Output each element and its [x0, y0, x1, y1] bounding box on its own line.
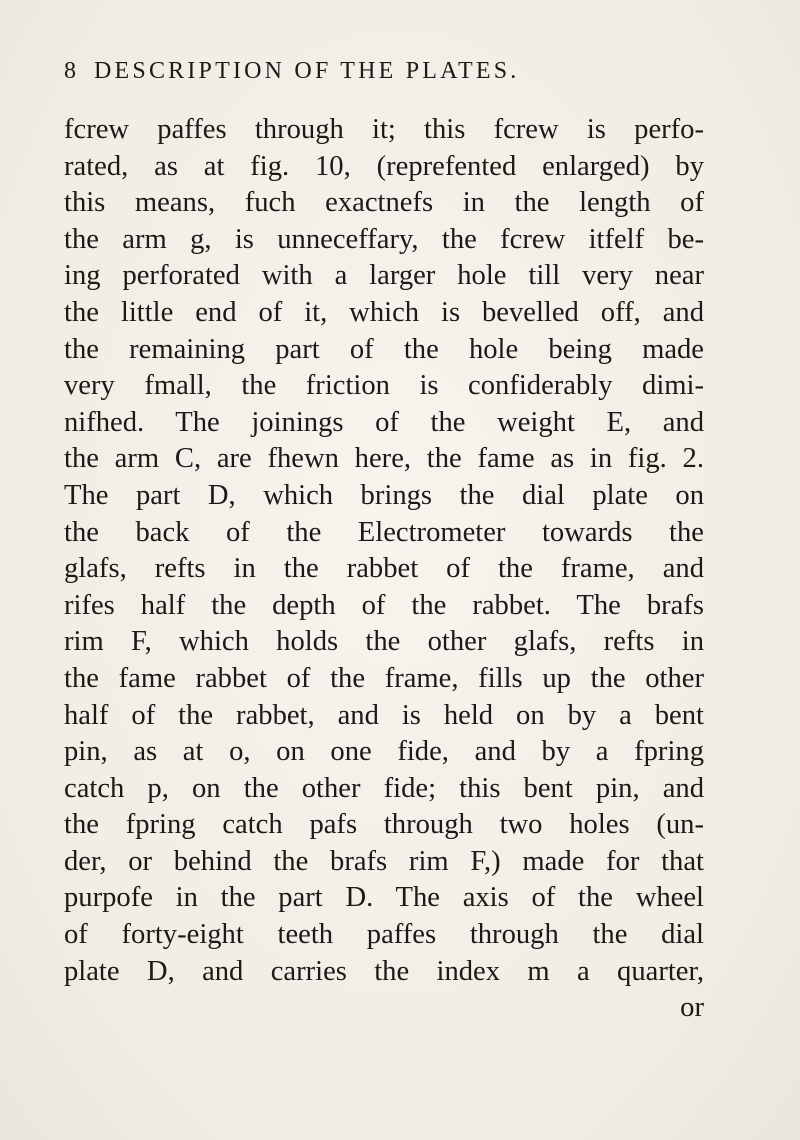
- text-line: ing perforated with a larger hole till very near: [64, 260, 704, 292]
- text-line: The part D, which brings the dial plate on: [64, 479, 704, 511]
- text-line: glafs, refts in the rabbet of the frame, and: [64, 553, 704, 585]
- text-line: the arm C, are fhewn here, the fame as in fig. 2.: [64, 443, 704, 475]
- catchword: or: [680, 992, 704, 1024]
- text-line: nifhed. The joinings of the weight E, and: [64, 406, 704, 438]
- running-header: [64, 58, 664, 85]
- text-line: rim F, which holds the other glafs, refts in: [64, 626, 704, 658]
- text-line: the little end of it, which is bevelled off, and: [64, 296, 704, 328]
- text-line: der, or behind the brafs rim F,) made for that: [64, 845, 704, 877]
- text-line: the fpring catch pafs through two holes (un-: [64, 809, 704, 841]
- text-line: plate D, and carries the index m a quarter,: [64, 955, 704, 987]
- text-line: rated, as at fig. 10, (reprefented enlarged) by: [64, 150, 704, 182]
- text-line: very fmall, the friction is confiderably dimi-: [64, 370, 704, 402]
- running-title: DESCRIPTION OF THE PLATES.: [94, 58, 520, 84]
- text-line: pin, as at o, on one fide, and by a fpring: [64, 736, 704, 768]
- text-line: the remaining part of the hole being made: [64, 333, 704, 365]
- text-line: the arm g, is unneceffary, the fcrew itfelf be-: [64, 223, 704, 255]
- text-line: fcrew paffes through it; this fcrew is perfo-: [64, 114, 704, 145]
- text-line: catch p, on the other fide; this bent pin, and: [64, 772, 704, 804]
- text-line: rifes half the depth of the rabbet. The brafs: [64, 589, 704, 621]
- body-text: [64, 112, 704, 1027]
- text-line: the fame rabbet of the frame, fills up the other: [64, 662, 704, 694]
- text-line: half of the rabbet, and is held on by a bent: [64, 699, 704, 731]
- text-line: this means, fuch exactnefs in the length of: [64, 187, 704, 219]
- page-number: 8: [64, 58, 76, 84]
- text-line: of forty-eight teeth paffes through the dial: [64, 919, 704, 951]
- text-line: the back of the Electrometer towards the: [64, 516, 704, 548]
- text-line: purpofe in the part D. The axis of the wheel: [64, 882, 704, 914]
